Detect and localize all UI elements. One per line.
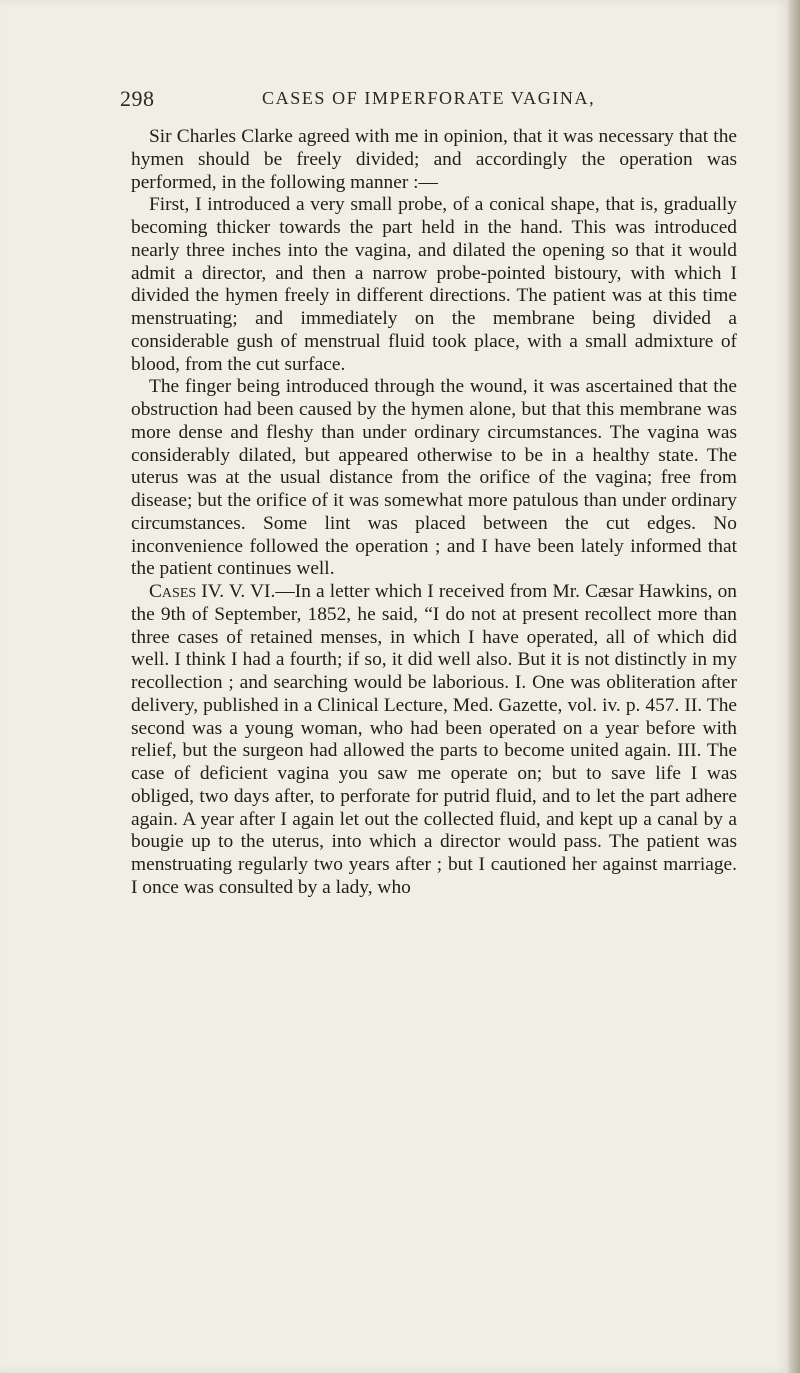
page-edge xyxy=(788,0,800,1373)
body-text xyxy=(131,126,737,900)
paragraph-text: —In a letter which I received from Mr. Cæsar Hawkins, on the 9th of September, 1852, he said, “I do not at present recollect more than three cases of retained menses, in which I have operated, all of which did well. I think I had a fourth; if so, it did well also. But it is not distinctly in my recollection ; and searching would be laborious. I. One was obliteration after delivery, published in a Clinical Lecture, Med. Gazette, vol. iv. p. 457. II. The second was a young woman, who had been operated on a year before with relief, but the surgeon had allowed the parts to become united again. III. The case of deficient vagina you saw me operate on; but to save life I was obliged, two days after, to perforate for putrid fluid, and to let the part adhere again. A year after I again let out the collected fluid, and kept up a canal by a bougie up to the uterus, into which a director would pass. The patient was menstruating regularly two years after ; but I cautioned her against marriage. I once was consulted by a lady, who xyxy=(131,581,737,898)
page-number: 298 xyxy=(120,86,155,111)
case-heading: Cases IV. V. VI. xyxy=(149,581,276,602)
paragraph: Sir Charles Clarke agreed with me in opinion, that it was necessary that the hymen should be freely divided; and accordingly the operation was performed, in the following manner :— xyxy=(131,126,737,193)
paragraph: The finger being introduced through the wound, it was ascertained that the obstruction had been caused by the hymen alone, but that this membrane was more dense and fleshy than under ordinary circumstances. The vagina was considerably dilated, but appeared otherwise to be in a healthy state. The uterus was at the usual distance from the orifice of the vagina; free from disease; but the orifice of it was somewhat more patulous than under ordinary circumstances. Some lint was placed between the cut edges. No inconvenience followed the operation ; and I have been lately informed that the patient continues well. xyxy=(131,376,737,580)
paragraph xyxy=(131,581,737,900)
paragraph: First, I introduced a very small probe, of a conical shape, that is, gradually becoming thicker towards the part held in the hand. This was introduced nearly three inches into the vagina, and dilated the opening so that it would admit a director, and then a narrow probe-pointed bistoury, with which I divided the hymen freely in different directions. The patient was at this time menstruating; and immediately on the membrane being divided a considerable gush of menstrual fluid took place, with a small admixture of blood, from the cut surface. xyxy=(131,194,737,375)
page-header xyxy=(120,86,740,116)
running-head: CASES OF IMPERFORATE VAGINA, xyxy=(262,88,596,108)
